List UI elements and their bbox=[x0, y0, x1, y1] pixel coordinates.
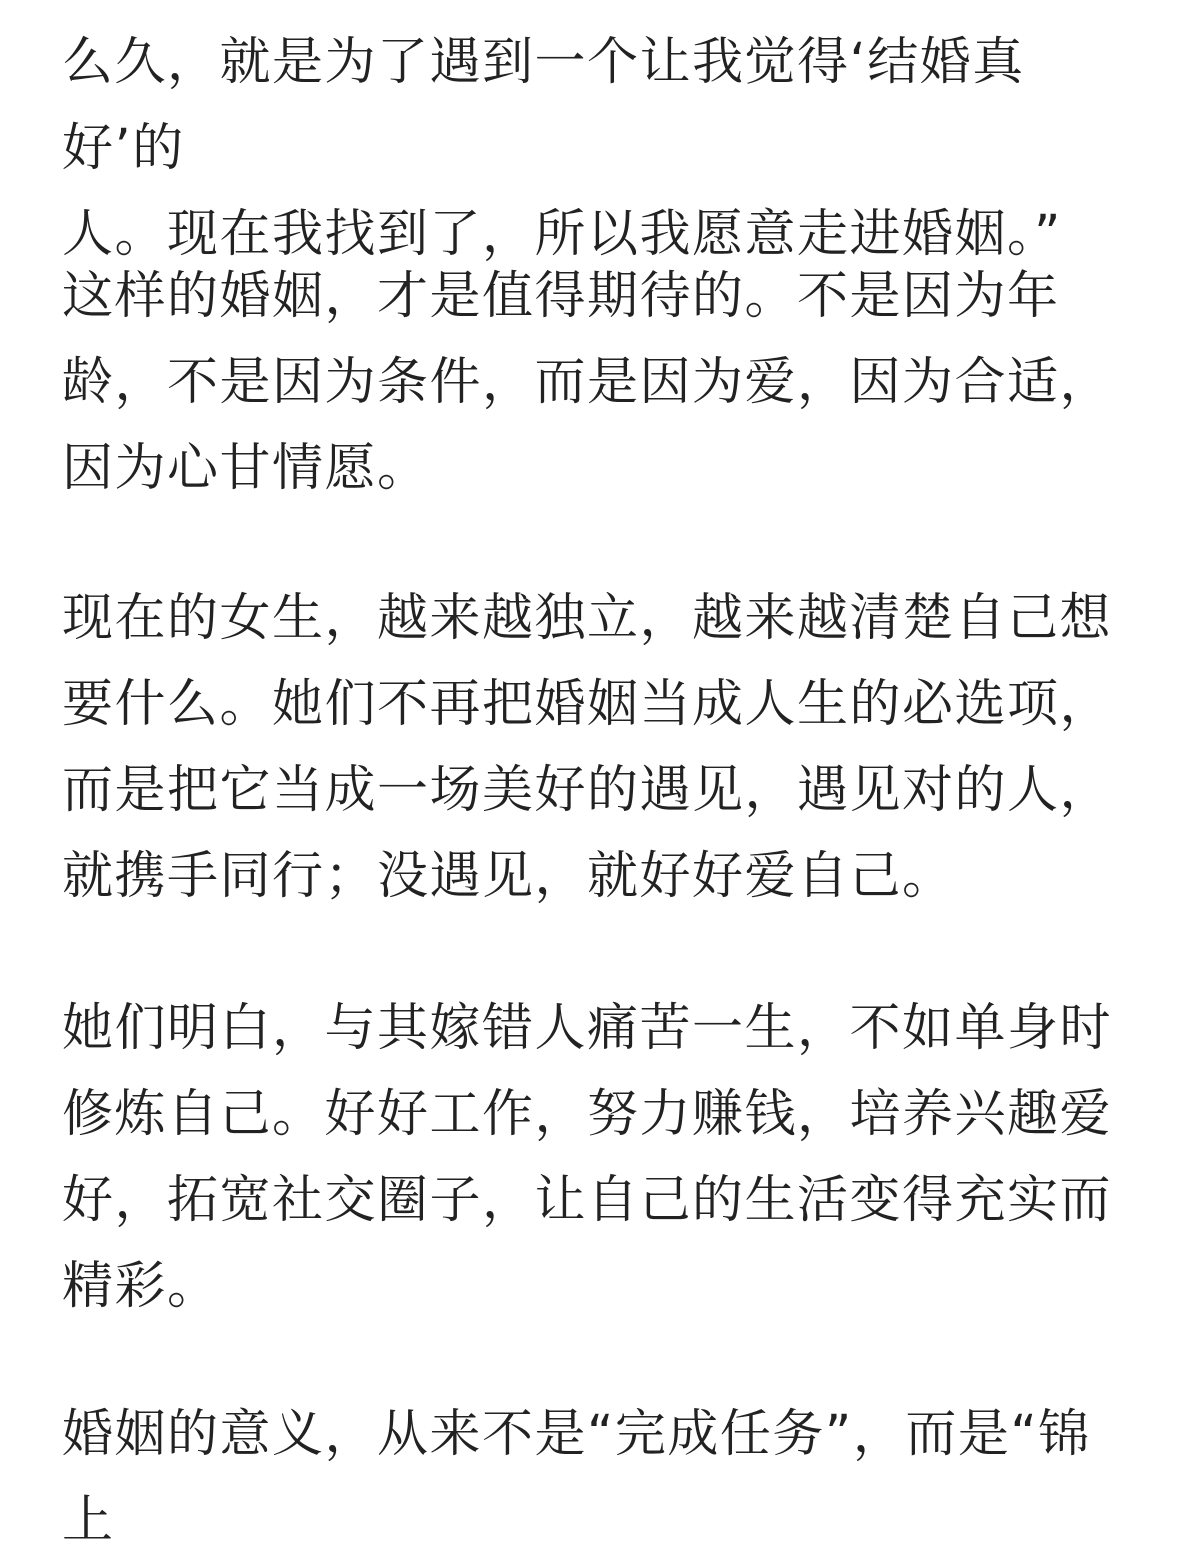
paragraph: 这样的婚姻，才是值得期待的。不是因为年 龄，不是因为条件，而是因为爱，因为合适， 因为心甘情愿。 bbox=[62, 267, 1113, 498]
paragraph: 婚姻的意义，从来不是“完成任务”，而是“锦上 bbox=[62, 1405, 1091, 1550]
paragraph: 现在的女生，越来越独立，越来越清楚自己想 要什么。她们不再把婚姻当成人生的必选项， 而是把它当成一场美好的遇见，遇见对的人， 就携手同行；没遇见，就好好爱自己。 bbox=[62, 589, 1113, 906]
paragraph: 么久，就是为了遇到一个让我觉得‘结婚真好’的 人。现在我找到了，所以我愿意走进婚姻。” bbox=[62, 33, 1062, 264]
paragraph: 她们明白，与其嫁错人痛苦一生，不如单身时 修炼自己。好好工作，努力赚钱，培养兴趣爱 好，拓宽社交圈子，让自己的生活变得充实而 精彩。 bbox=[62, 999, 1113, 1316]
